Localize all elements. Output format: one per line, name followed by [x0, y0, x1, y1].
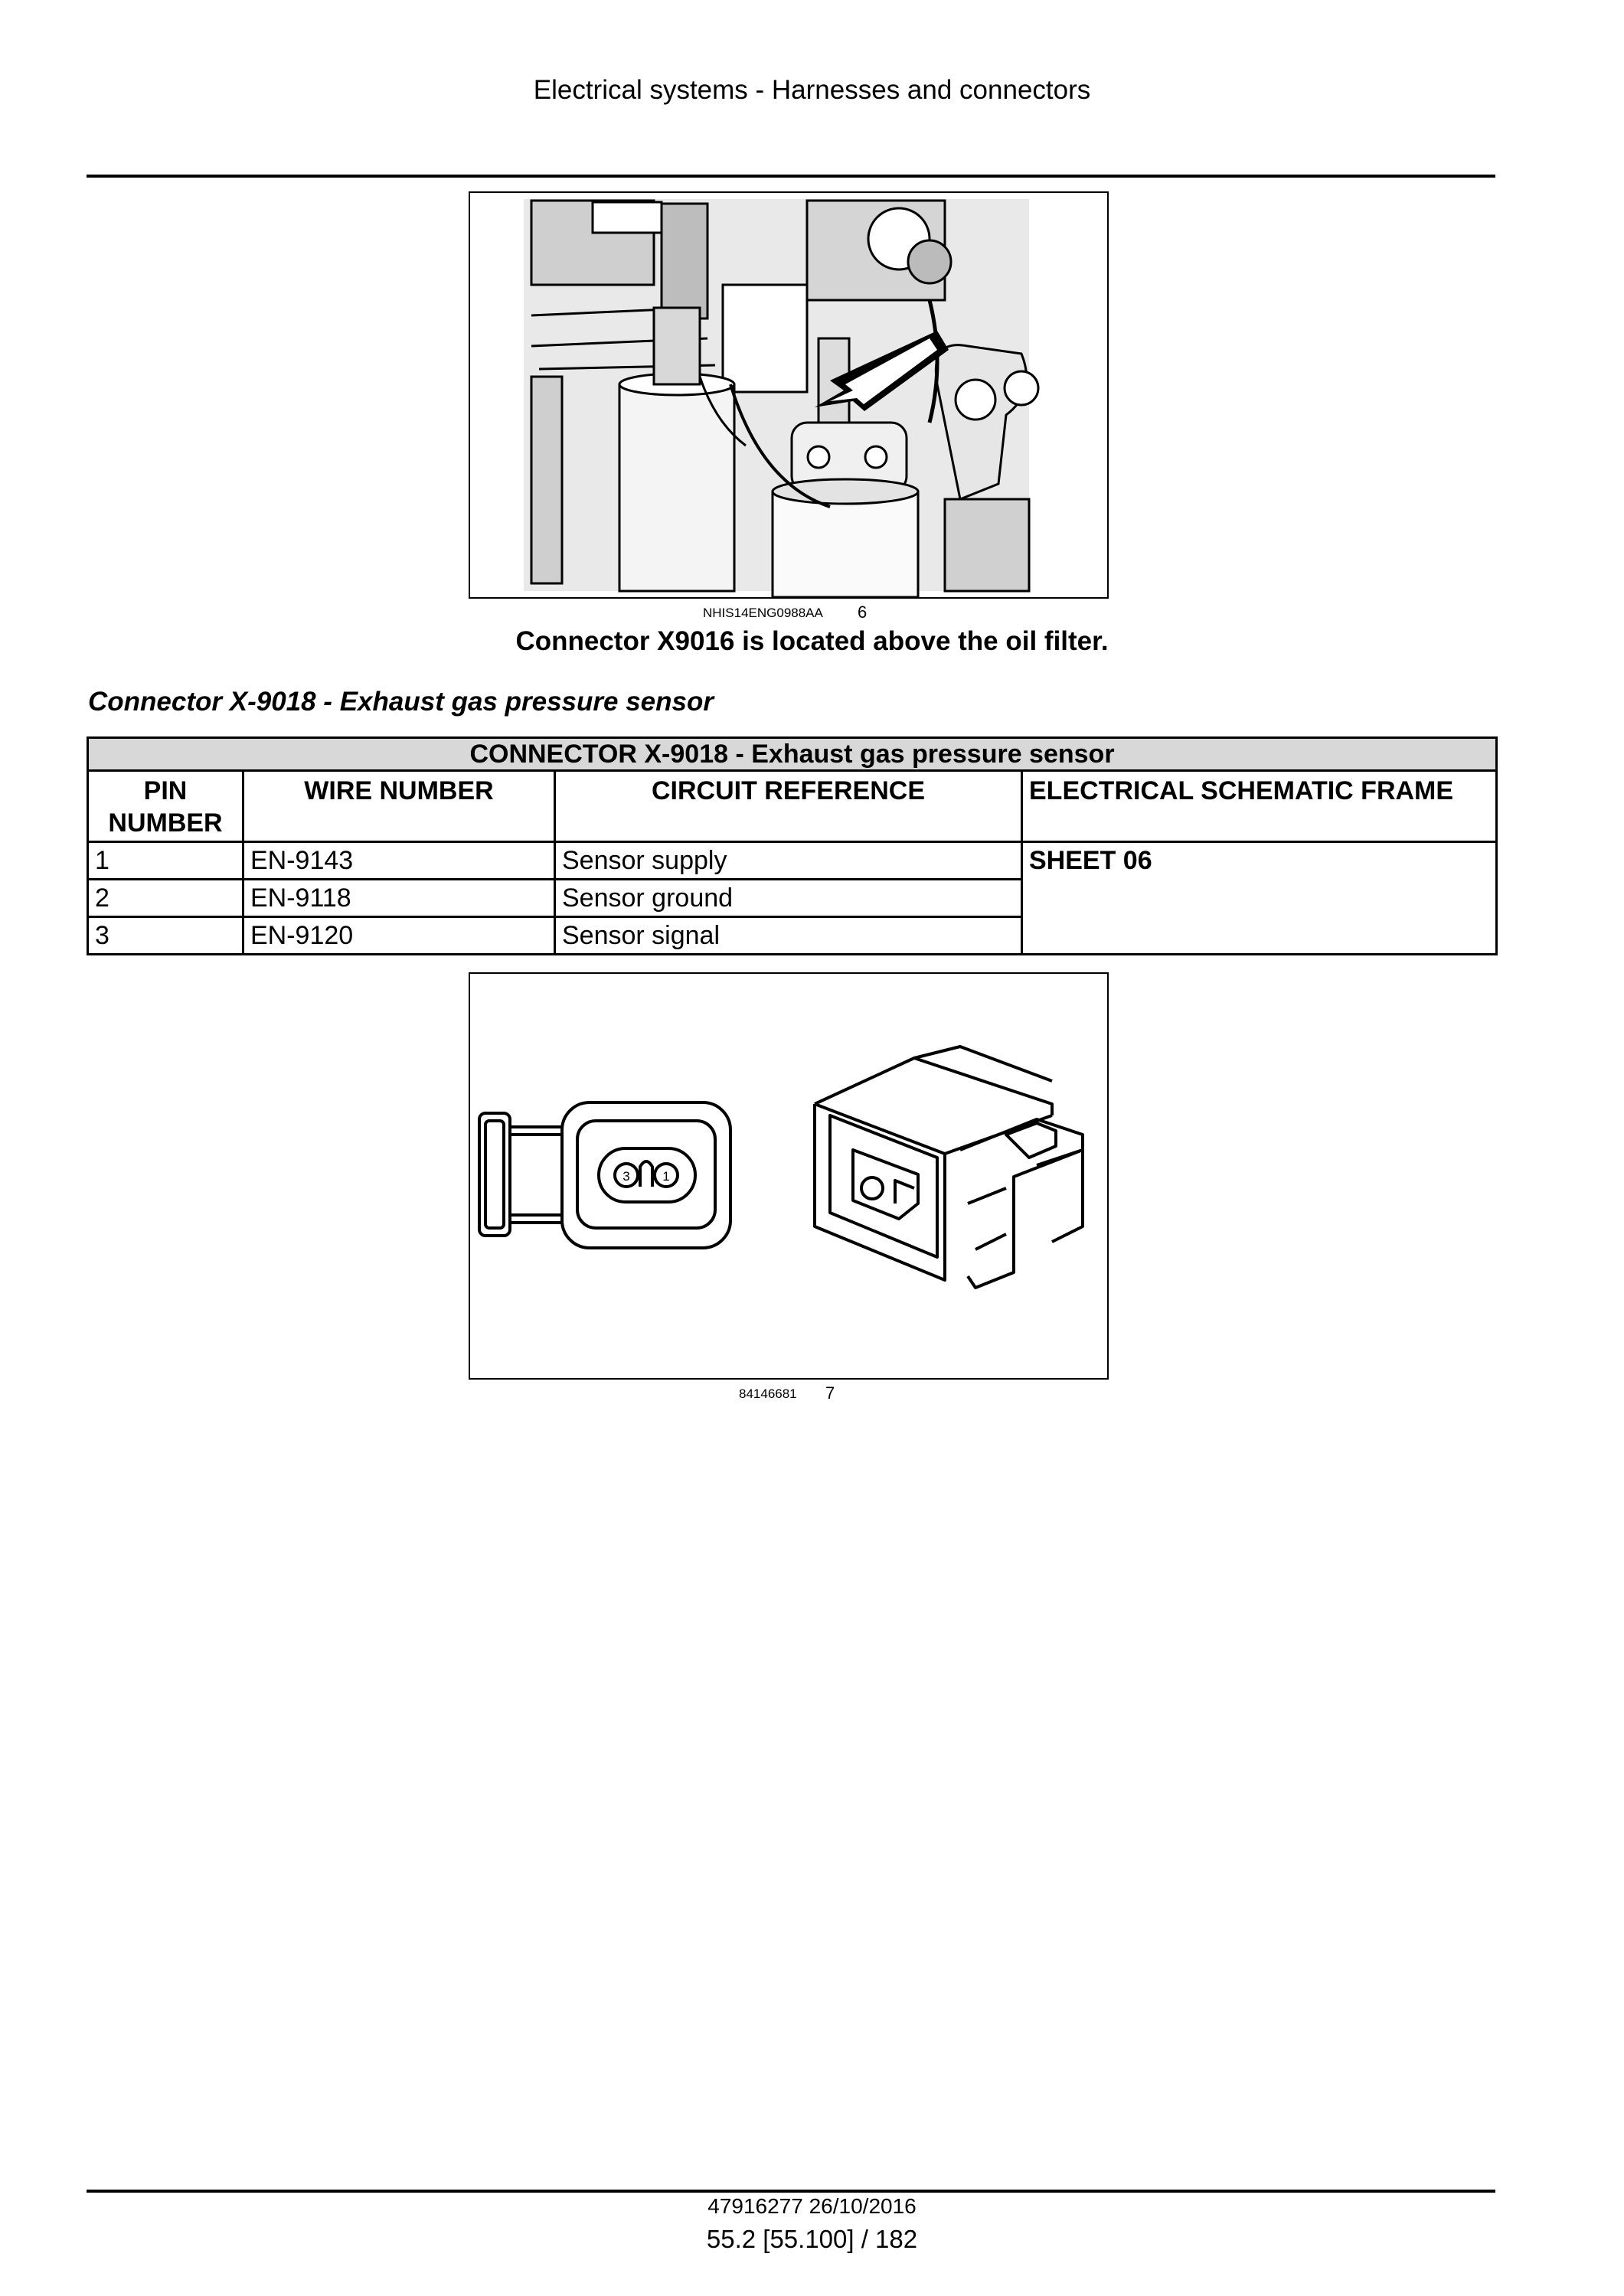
page-header-title: Electrical systems - Harnesses and connectors	[533, 75, 1091, 105]
circuit-cell: Sensor ground	[555, 880, 1022, 917]
figure6-caption: Connector X9016 is located above the oil filter.	[515, 626, 1109, 656]
column-header-wire: WIRE NUMBER	[243, 771, 555, 842]
pin-cell: 1	[88, 842, 243, 880]
pin-label-1: 1	[662, 1169, 670, 1184]
figure6-reference: NHIS14ENG0988AA	[703, 606, 823, 620]
connector-drawing-figure	[469, 972, 1109, 1380]
column-header-pin: PIN NUMBER	[88, 771, 243, 842]
connector-illustration	[470, 974, 1107, 1378]
column-header-circuit: CIRCUIT REFERENCE	[555, 771, 1022, 842]
table-title: CONNECTOR X-9018 - Exhaust gas pressure sensor	[88, 738, 1497, 771]
footer-document-id: 47916277 26/10/2016	[707, 2194, 917, 2218]
schematic-frame-cell: SHEET 06	[1022, 842, 1497, 955]
footer-page-number: 55.2 [55.100] / 182	[706, 2225, 918, 2253]
connector-pin-table	[87, 736, 1498, 955]
column-header-schematic: ELECTRICAL SCHEMATIC FRAME	[1022, 771, 1497, 842]
footer-rule	[87, 2190, 1495, 2193]
pin-label-3: 3	[622, 1169, 630, 1184]
figure6-number: 6	[858, 603, 868, 622]
pin-cell: 2	[88, 880, 243, 917]
engine-photo-figure	[469, 191, 1109, 599]
engine-illustration	[470, 193, 1107, 597]
section-heading: Connector X-9018 - Exhaust gas pressure sensor	[88, 687, 714, 717]
wire-cell: EN-9118	[243, 880, 555, 917]
figure7-reference: 84146681	[739, 1386, 797, 1401]
wire-cell: EN-9120	[243, 917, 555, 955]
circuit-cell: Sensor signal	[555, 917, 1022, 955]
table-row	[88, 842, 1497, 880]
wire-cell: EN-9143	[243, 842, 555, 880]
figure7-number: 7	[825, 1383, 835, 1403]
circuit-cell: Sensor supply	[555, 842, 1022, 880]
pin-cell: 3	[88, 917, 243, 955]
header-rule	[87, 175, 1495, 178]
